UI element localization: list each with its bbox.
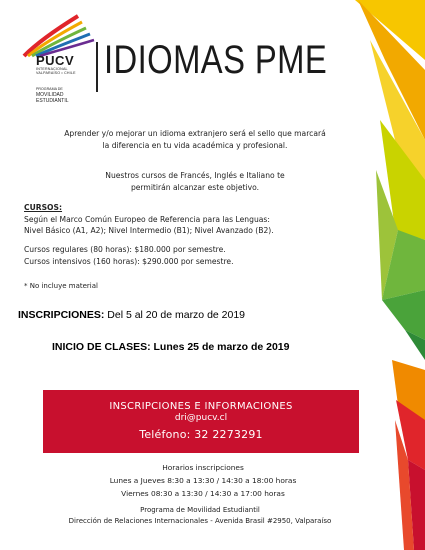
- precios-section: [24, 244, 234, 267]
- logo-program-line1: MOVILIDAD: [36, 92, 64, 98]
- inscripciones-label: INSCRIPCIONES:: [18, 309, 105, 321]
- contact-box: [43, 390, 359, 453]
- price-line: Cursos regulares (80 horas): $180.000 por semestre.: [24, 245, 226, 254]
- cursos-heading: CURSOS:: [24, 203, 63, 212]
- cursos-section: [24, 202, 274, 237]
- logo-program-line2: ESTUDIANTIL: [36, 98, 69, 104]
- contact-title: INSCRIPCIONES E INFORMACIONES: [109, 401, 293, 412]
- intro-line: Nuestros cursos de Francés, Inglés e Italiano te: [105, 171, 285, 180]
- intro-line: permitirán alcanzar este objetivo.: [130, 183, 260, 192]
- programa-title: Programa de Movilidad Estudiantil: [140, 506, 260, 514]
- horarios-line: Viernes 08:30 a 13:30 / 14:30 a 17:00 horas: [121, 489, 285, 498]
- horarios-section: [60, 461, 346, 500]
- logo-divider: [96, 42, 98, 92]
- intro-line: la diferencia en tu vida académica y profesional.: [102, 141, 288, 150]
- price-line: Cursos intensivos (160 horas): $290.000 por semestre.: [24, 256, 234, 266]
- contact-email[interactable]: dri@pucv.cl: [174, 413, 228, 423]
- intro-paragraph-2: [60, 170, 330, 194]
- logo-sub-1: INTERNACIONAL: [36, 67, 68, 71]
- programa-footer: [30, 505, 370, 527]
- page-title: IDIOMAS PME: [104, 38, 328, 82]
- inscripciones-range: Del 5 al 20 de marzo de 2019: [107, 309, 246, 321]
- logo-brand: PUCV: [36, 53, 75, 68]
- horarios-line: Lunes a Jueves 8:30 a 13:30 / 14:30 a 18:00 horas: [109, 476, 297, 485]
- logo-program: [36, 86, 69, 104]
- contact-phone: Teléfono: 32 2273291: [139, 428, 263, 441]
- logo-text: [36, 54, 76, 75]
- pucv-logo: [22, 14, 100, 109]
- material-note: * No incluye material: [24, 282, 98, 290]
- cursos-line: Según el Marco Común Europeo de Referencia para las Lenguas:: [24, 214, 270, 224]
- inicio-clases: INICIO DE CLASES: Lunes 25 de marzo de 2019: [52, 341, 290, 353]
- horarios-title: Horarios inscripciones: [162, 463, 244, 472]
- logo-sub-2: VALPARAÍSO • CHILE: [36, 71, 76, 75]
- logo-program-small: PROGRAMA DE: [36, 87, 63, 91]
- programa-address: Dirección de Relaciones Internacionales - Avenida Brasil #2950, Valparaíso: [68, 517, 332, 525]
- cursos-line: Nivel Básico (A1, A2); Nivel Intermedio (B1); Nivel Avanzado (B2).: [24, 226, 274, 235]
- intro-paragraph: [60, 128, 330, 152]
- inscripciones-dates: [18, 309, 245, 321]
- intro-line: Aprender y/o mejorar un idioma extranjero será el sello que marcará: [64, 129, 326, 138]
